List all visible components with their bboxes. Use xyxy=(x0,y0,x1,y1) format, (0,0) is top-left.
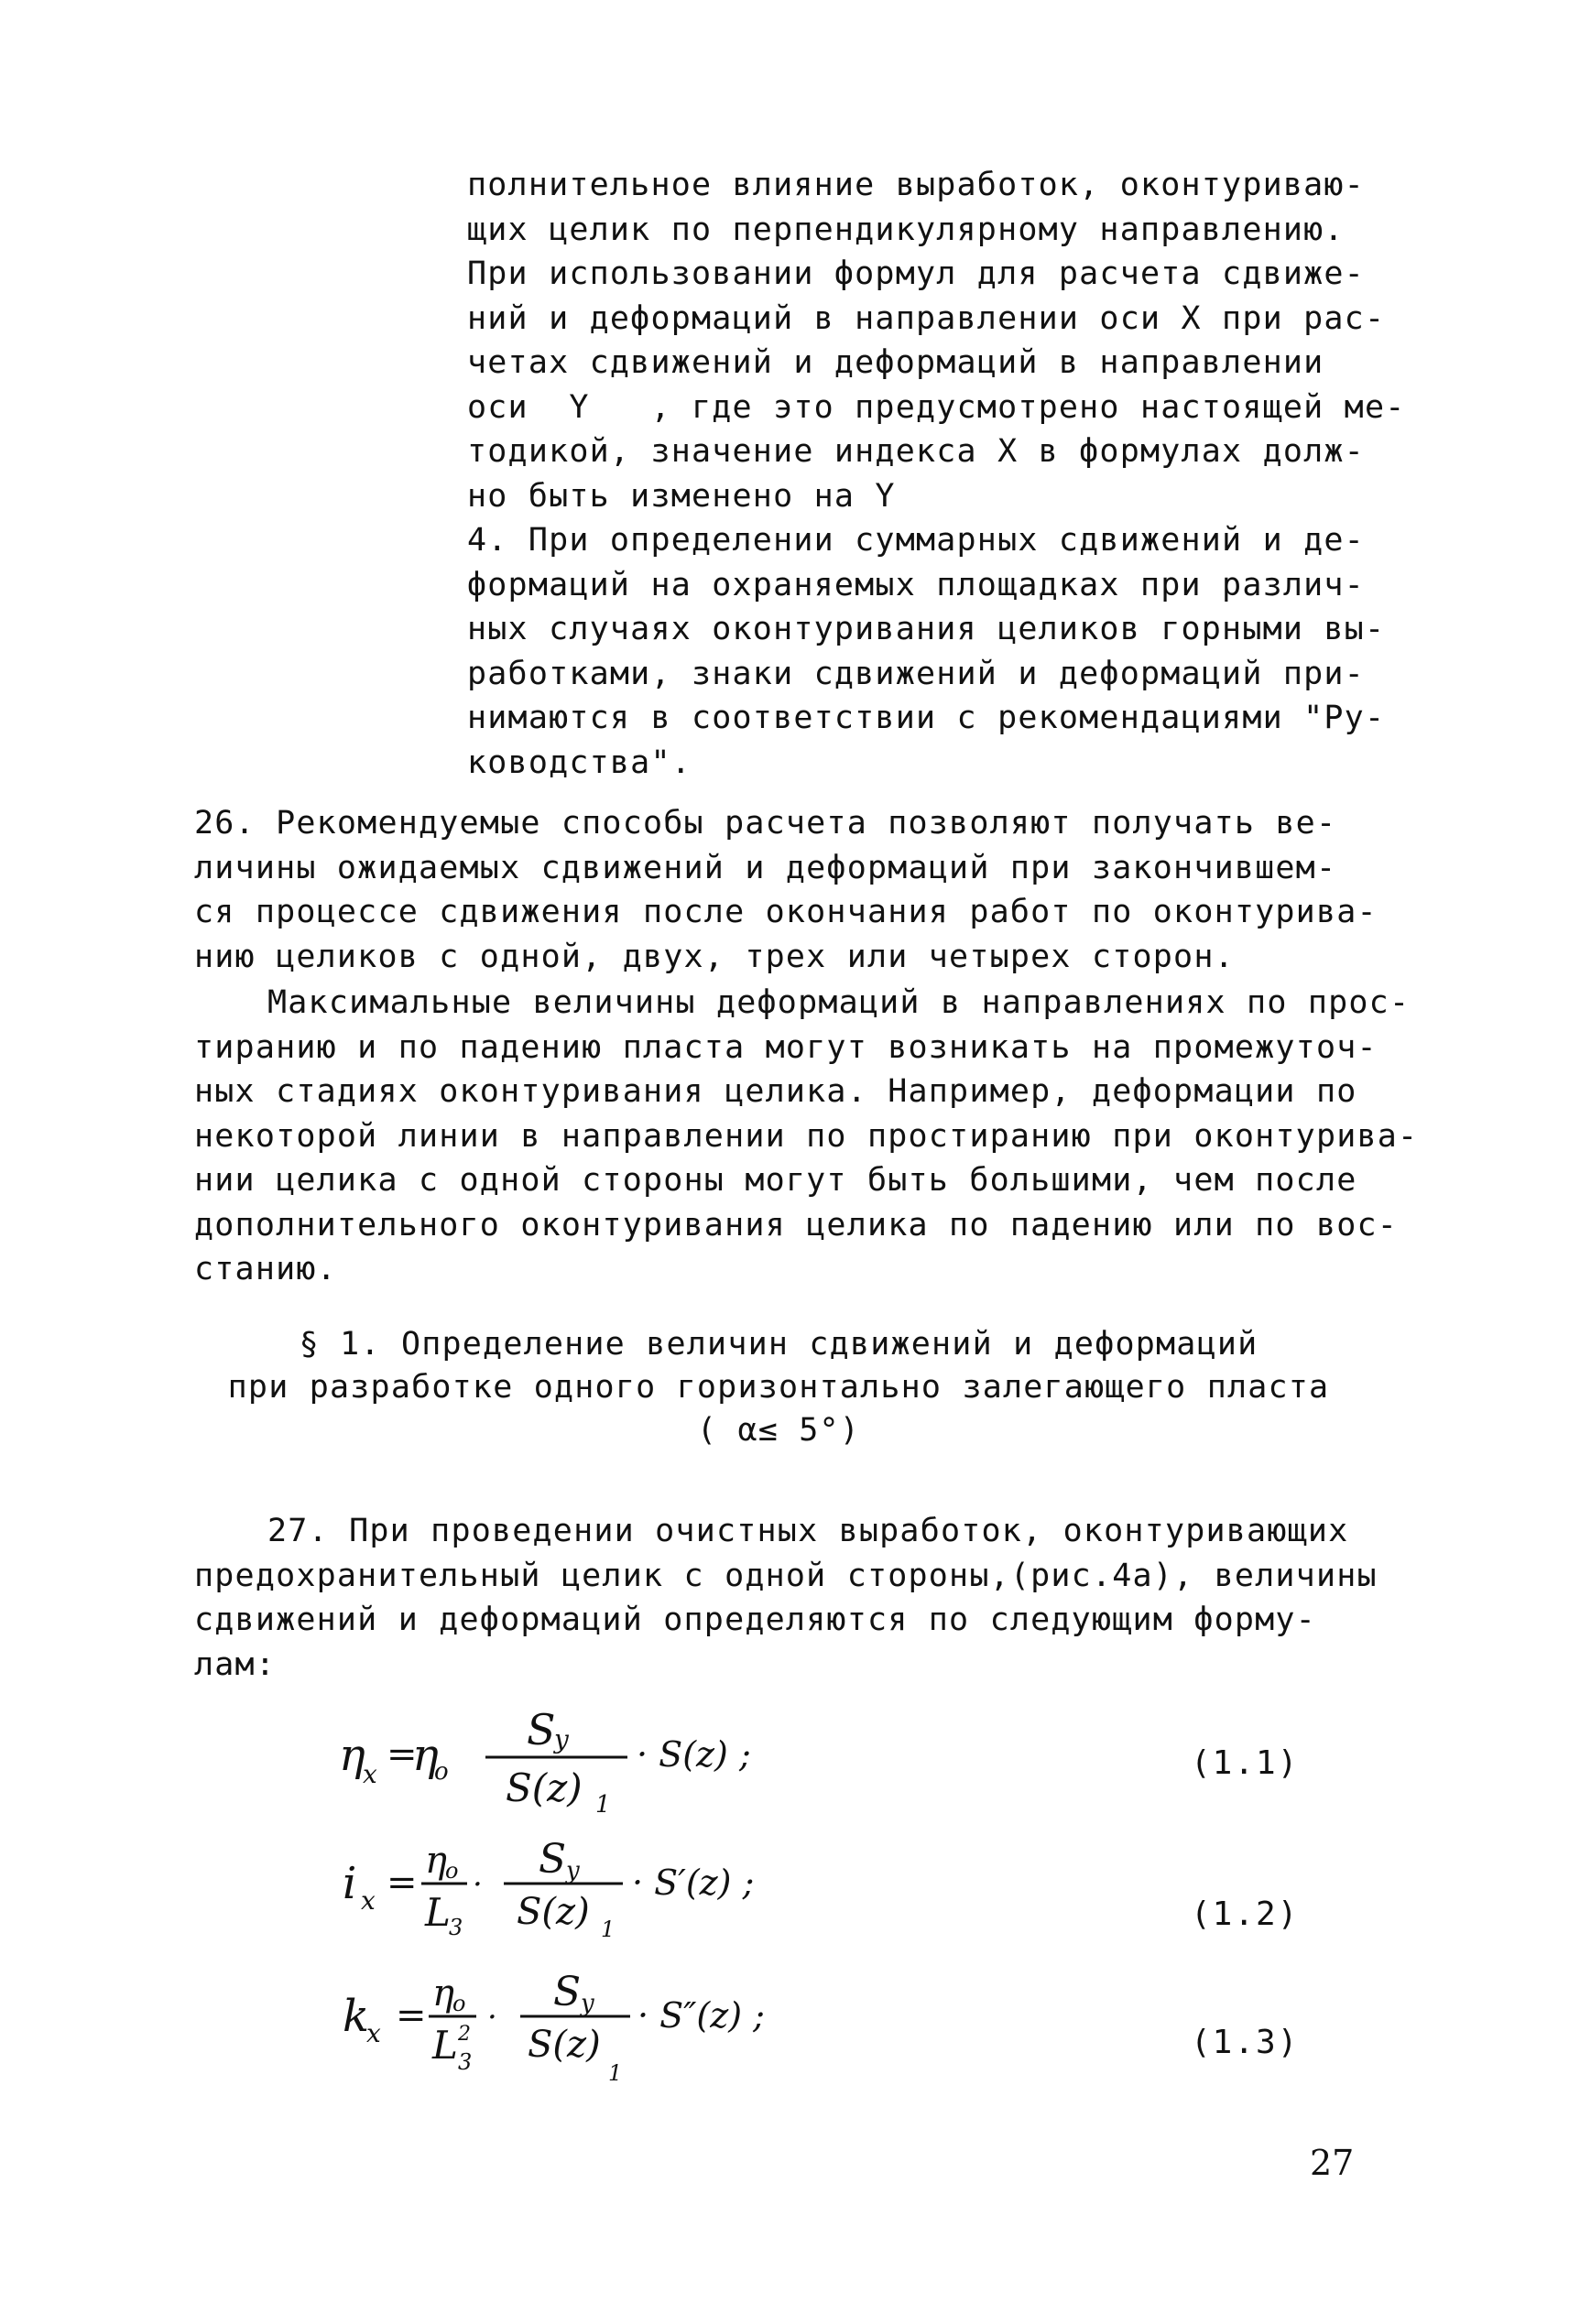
text-line: дополнительного оконтуривания целика по падению или по вос- xyxy=(194,1206,1399,1243)
formula-coef-sub: o xyxy=(434,1758,449,1786)
formula-coef-num-sub: o xyxy=(445,1858,459,1884)
formula-lhs: i xyxy=(343,1858,357,1909)
formula-coef-den: L xyxy=(425,1890,451,1935)
text-line: ний и деформаций в направлении оси X при рас- xyxy=(467,299,1386,337)
text-line: сдвижений и деформаций определяются по следующим форму- xyxy=(194,1602,1316,1638)
formula-tail: · S′(z) ; xyxy=(632,1862,755,1903)
equation-number: (1.2) xyxy=(1191,1895,1300,1933)
text-line: предохранительный целик с одной стороны,(рис.4а), величины xyxy=(194,1557,1378,1594)
equation-number: (1.3) xyxy=(1191,2024,1300,2061)
text-line: Максимальные величины деформаций в направлениях по прос- xyxy=(267,984,1411,1021)
formula-1-1 xyxy=(330,1699,843,1818)
text-line: ся процессе сдвижения после окончания работ по оконтурива- xyxy=(194,894,1378,930)
text-line: полнительное влияние выработок, оконтуриваю- xyxy=(467,167,1365,203)
text-line: формаций на охраняемых площадках при различ- xyxy=(467,566,1365,603)
heading-line: § 1. Определение величин сдвижений и деформаций xyxy=(299,1326,1258,1363)
text-line: личины ожидаемых сдвижений и деформаций при закончившем- xyxy=(194,849,1337,886)
paragraph-27 xyxy=(194,1509,1440,1687)
text-line: станию. xyxy=(194,1251,337,1287)
formula-den-sub: 1 xyxy=(601,1917,616,1942)
formula-tail: · S(z) ; xyxy=(637,1734,751,1775)
svg-text:=: = xyxy=(396,1994,427,2036)
text-line: 26. Рекомендуемые способы расчета позволяют получать ве- xyxy=(194,805,1337,842)
text-line: четах сдвижений и деформаций в направлении xyxy=(467,344,1324,381)
svg-text:=: = xyxy=(387,1862,418,1904)
equation-number: (1.1) xyxy=(1191,1744,1300,1782)
formula-coef-den: L xyxy=(432,2023,458,2068)
formula-num: S xyxy=(539,1836,567,1883)
formula-1-2 xyxy=(330,1827,843,1946)
formula-coef-num: η xyxy=(425,1840,447,1882)
formula-num: S xyxy=(527,1705,556,1754)
formula-num: S xyxy=(553,1969,582,2015)
formula-lhs: η xyxy=(339,1730,365,1781)
formula-coef: η xyxy=(412,1730,439,1781)
text-line: нимаются в соответствии с рекомендациями "Ру- xyxy=(467,700,1386,736)
text-line: 27. При проведении очистных выработок, оконтуривающих xyxy=(267,1513,1349,1549)
formula-den-sub: 1 xyxy=(595,1791,611,1818)
text-line: оси Y , где это предусмотрено настоящей ме- xyxy=(467,388,1406,426)
svg-text:·: · xyxy=(487,1999,497,2036)
text-line: При использовании формул для расчета сдвиже- xyxy=(467,255,1365,292)
section-heading xyxy=(137,1323,1420,1452)
formula-den: S(z) xyxy=(506,1765,583,1810)
text-line: тодикой, значение индекса X в формулах долж- xyxy=(467,433,1365,470)
formula-den-sub: 1 xyxy=(608,2060,623,2086)
text-line: нию целиков с одной, двух, трех или четырех сторон. xyxy=(194,938,1235,975)
svg-text:=: = xyxy=(387,1733,418,1776)
formula-lhs-sub: x xyxy=(361,1885,376,1916)
formula-lhs-sub: x xyxy=(366,2018,381,2048)
text-line: нии целика с одной стороны могут быть большими, чем после xyxy=(194,1162,1357,1199)
formula-den: S(z) xyxy=(528,2024,601,2066)
paragraph-26 xyxy=(194,801,1440,1292)
formula-num-sub: y xyxy=(581,1990,594,2017)
formula-coef-den-sub: 3 xyxy=(458,2049,473,2075)
formula-tail: · S″(z) ; xyxy=(637,1995,765,2036)
formula-den: S(z) xyxy=(517,1891,590,1933)
text-line: ных стадиях оконтуривания целика. Например, деформации по xyxy=(194,1073,1357,1110)
text-line: 4. При определении суммарных сдвижений и де- xyxy=(467,522,1365,559)
text-line: тиранию и по падению пласта могут возникать на промежуточ- xyxy=(194,1028,1378,1066)
text-line: некоторой линии в направлении по простиранию при оконтурива- xyxy=(194,1117,1419,1155)
svg-text:·: · xyxy=(473,1866,483,1903)
formula-lhs-sub: x xyxy=(363,1759,377,1789)
upper-text-block xyxy=(467,163,1438,785)
page-number: 27 xyxy=(1310,2143,1355,2183)
formula-num-sub: y xyxy=(554,1724,569,1754)
text-line: ководства". xyxy=(467,744,692,781)
heading-line: при разработке одного горизонтально залегающего пласта xyxy=(227,1369,1330,1406)
text-line: работками, знаки сдвижений и деформаций при- xyxy=(467,655,1365,692)
formula-num-sub: y xyxy=(566,1857,580,1884)
formula-1-3 xyxy=(330,1960,843,2088)
text-line: щих целик по перпендикулярному направлению. xyxy=(467,211,1345,248)
formula-coef-den-sup: 2 xyxy=(458,2023,471,2046)
formula-coef-num-sub: o xyxy=(452,1991,466,2016)
formula-lhs: k xyxy=(343,1991,370,2042)
heading-line: ( α≤ 5°) xyxy=(696,1412,861,1449)
text-line: лам: xyxy=(194,1645,277,1683)
text-line: но быть изменено на Y xyxy=(467,477,896,515)
formula-coef-den-sub: 3 xyxy=(449,1915,463,1940)
text-line: ных случаях оконтуривания целиков горными вы- xyxy=(467,611,1386,647)
formula-coef-num: η xyxy=(432,1972,454,2014)
